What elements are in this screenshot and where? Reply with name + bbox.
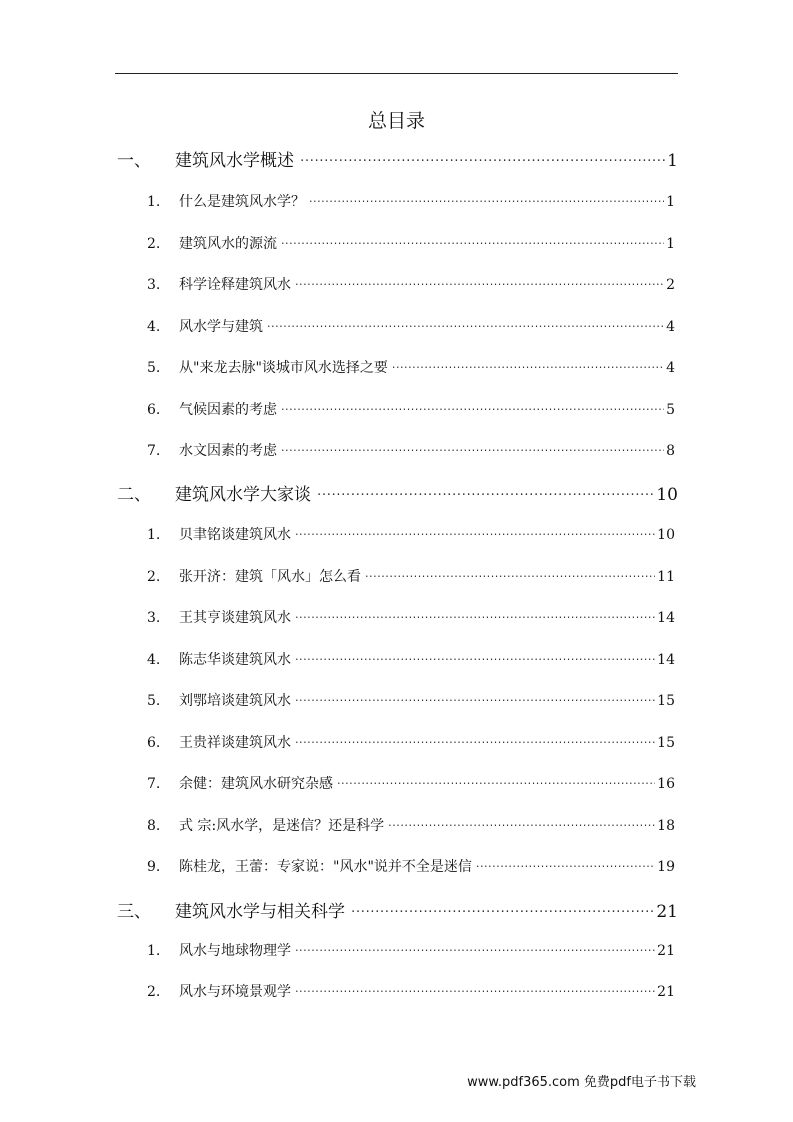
dot-leader	[295, 525, 655, 539]
entry-number: 4.	[147, 319, 161, 335]
section-number: 一、	[117, 151, 151, 171]
entry-title: 陈桂龙，王蕾：专家说："风水"说并不全是迷信	[179, 859, 472, 875]
page-number: 10	[657, 527, 675, 543]
toc-entry[interactable]	[145, 357, 675, 377]
toc-section-2[interactable]	[117, 480, 678, 505]
dot-leader	[295, 941, 655, 955]
footer-watermark[interactable]: www.pdf365.com 免费pdf电子书下载	[467, 1075, 696, 1090]
page-number: 15	[657, 735, 675, 751]
page-title: 总目录	[367, 110, 425, 132]
toc-entry[interactable]	[145, 399, 675, 419]
toc-entry[interactable]	[145, 773, 675, 793]
entry-title: 刘鄂培谈建筑风水	[179, 693, 291, 709]
page-number: 4	[666, 319, 675, 335]
dot-leader	[351, 900, 654, 917]
dot-leader	[295, 650, 655, 664]
dot-leader	[295, 733, 655, 747]
toc-entry[interactable]	[145, 815, 675, 835]
entry-number: 2.	[147, 569, 161, 585]
dot-leader	[267, 317, 664, 331]
toc-entry[interactable]	[145, 940, 675, 960]
page-number: 14	[657, 652, 675, 668]
entry-title: 风水学与建筑	[179, 319, 263, 335]
entry-title: 气候因素的考虑	[179, 402, 277, 418]
page-number: 1	[666, 194, 675, 210]
entry-title: 水文因素的考虑	[179, 443, 277, 459]
entry-number: 7.	[147, 776, 161, 792]
page-number: 21	[657, 984, 675, 1000]
dot-leader	[392, 358, 664, 372]
entry-number: 3.	[147, 277, 161, 293]
dot-leader	[281, 400, 664, 414]
page-number: 1	[666, 236, 675, 252]
page-number: 18	[657, 818, 675, 834]
entry-title: 王其亨谈建筑风水	[179, 610, 291, 626]
entry-number: 4.	[147, 652, 161, 668]
dot-leader	[281, 441, 664, 455]
toc-entry[interactable]	[145, 607, 675, 627]
page-number: 16	[657, 776, 675, 792]
dot-leader	[295, 275, 664, 289]
toc-entry[interactable]	[145, 191, 675, 211]
entry-title: 风水与环境景观学	[179, 984, 291, 1000]
dot-leader	[337, 774, 655, 788]
entry-number: 2.	[147, 984, 161, 1000]
dot-leader	[388, 816, 655, 830]
entry-title: 风水与地球物理学	[179, 943, 291, 959]
entry-number: 9.	[147, 859, 161, 875]
toc-entry[interactable]	[145, 856, 675, 876]
page-number: 5	[666, 402, 675, 418]
entry-title: 陈志华谈建筑风水	[179, 652, 291, 668]
entry-number: 5.	[147, 360, 161, 376]
toc-section-1[interactable]	[117, 146, 678, 171]
page-number: 11	[657, 569, 675, 585]
entry-number: 6.	[147, 735, 161, 751]
entry-title: 式 宗:风水学，是迷信？还是科学	[179, 818, 385, 834]
entry-title: 从"来龙去脉"谈城市风水选择之要	[179, 360, 388, 376]
toc-entry[interactable]	[145, 440, 675, 460]
entry-number: 6.	[147, 402, 161, 418]
section-number: 三、	[117, 902, 151, 922]
entry-number: 1.	[147, 943, 161, 959]
dot-leader	[309, 192, 664, 206]
page-number: 10	[656, 485, 678, 505]
entry-number: 2.	[147, 236, 161, 252]
section-number: 二、	[117, 485, 151, 505]
entry-number: 7.	[147, 443, 161, 459]
toc-entry[interactable]	[145, 732, 675, 752]
toc-entry[interactable]	[145, 524, 675, 544]
dot-leader	[281, 234, 664, 248]
entry-number: 3.	[147, 610, 161, 626]
page-number: 21	[656, 902, 678, 922]
dot-leader	[295, 608, 655, 622]
section-title: 建筑风水学大家谈	[175, 485, 311, 505]
entry-title: 张开济：建筑「风水」怎么看	[179, 569, 361, 585]
entry-number: 1.	[147, 527, 161, 543]
entry-title: 什么是建筑风水学？	[179, 194, 305, 210]
toc-entry[interactable]	[145, 981, 675, 1001]
page-number: 21	[657, 943, 675, 959]
toc-entry[interactable]	[145, 566, 675, 586]
page-number: 8	[666, 443, 675, 459]
header-rule	[115, 73, 678, 74]
dot-leader	[365, 567, 655, 581]
toc-entry[interactable]	[145, 649, 675, 669]
page-number: 2	[666, 277, 675, 293]
dot-leader	[300, 149, 665, 166]
dot-leader	[476, 857, 655, 871]
entry-title: 余健：建筑风水研究杂感	[179, 776, 333, 792]
toc-entry[interactable]	[145, 316, 675, 336]
dot-leader	[295, 691, 655, 705]
toc-entry[interactable]	[145, 690, 675, 710]
entry-number: 1.	[147, 194, 161, 210]
dot-leader	[295, 982, 655, 996]
toc-entry[interactable]	[145, 233, 675, 253]
page-number: 4	[666, 360, 675, 376]
entry-number: 5.	[147, 693, 161, 709]
entry-number: 8.	[147, 818, 161, 834]
page-number: 19	[657, 859, 675, 875]
page-number: 14	[657, 610, 675, 626]
entry-title: 建筑风水的源流	[179, 236, 277, 252]
page-number: 1	[667, 151, 678, 171]
entry-title: 贝聿铭谈建筑风水	[179, 527, 291, 543]
page-number: 15	[657, 693, 675, 709]
toc-entry[interactable]	[145, 274, 675, 294]
dot-leader	[317, 483, 654, 500]
entry-title: 科学诠释建筑风水	[179, 277, 291, 293]
section-title: 建筑风水学与相关科学	[175, 902, 345, 922]
section-title: 建筑风水学概述	[175, 151, 294, 171]
toc-section-3[interactable]	[117, 897, 678, 922]
entry-title: 王贵祥谈建筑风水	[179, 735, 291, 751]
